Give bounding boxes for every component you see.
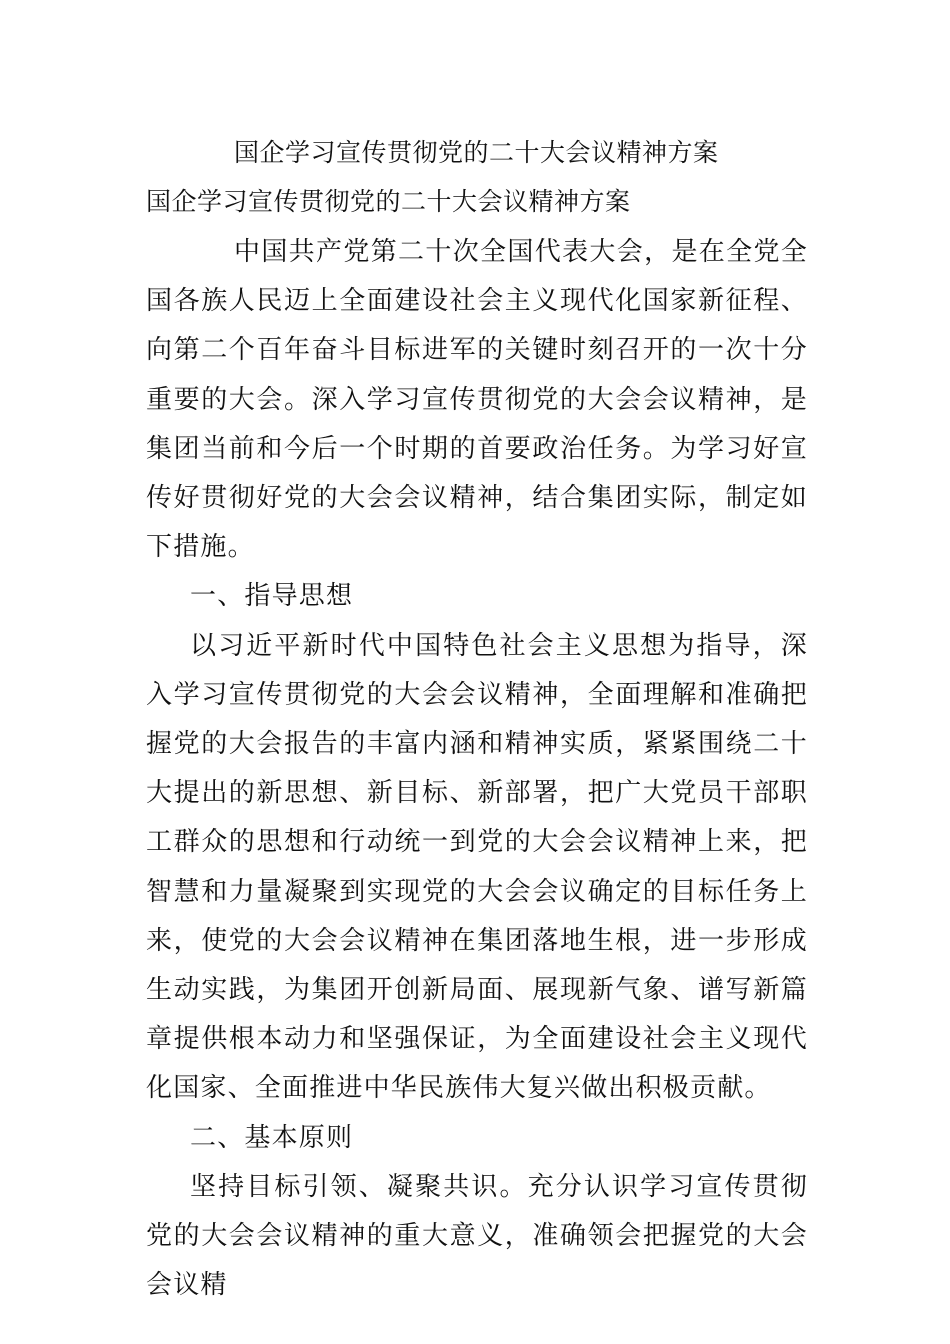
section-paragraph-guiding-ideology: 以习近平新时代中国特色社会主义思想为指导，深入学习宣传贯彻党的大会会议精神，全面理解和准确把握党的大会报告的丰富内涵和精神实质，紧紧围绕二十大提出的新思想、新目标、新部署，把广大党员干部职工群众的思想和行动统一到党的大会会议精神上来，把智慧和力量凝聚到实现党的大会会议确定的目标任务上来，使党的大会会议精神在集团落地生根，进一步形成生动实践，为集团开创新局面、展现新气象、谱写新篇章提供根本动力和坚强保证，为全面建设社会主义现代化国家、全面推进中华民族伟大复兴做出积极贡献。 [146, 630, 808, 1104]
document-body [146, 228, 808, 1310]
document-subtitle: 国企学习宣传贯彻党的二十大会议精神方案 [146, 187, 631, 216]
intro-paragraph: 中国共产党第二十次全国代表大会，是在全党全国各族人民迈上全面建设社会主义现代化国家新征程、向第二个百年奋斗目标进军的关键时刻召开的一次十分重要的大会。深入学习宣传贯彻党的大会会议精神，是集团当前和今后一个时期的首要政治任务。为学习好宣传好贯彻好党的大会会议精神，结合集团实际，制定如下措施。 [146, 237, 808, 563]
section-paragraph-basic-principles: 坚持目标引领、凝聚共识。充分认识学习宣传贯彻党的大会会议精神的重大意义，准确领会把握党的大会会议精 [146, 1171, 808, 1301]
section-heading-guiding-ideology: 一、指导思想 [190, 581, 354, 612]
document-title: 国企学习宣传贯彻党的二十大会议精神方案 [234, 138, 719, 167]
section-heading-basic-principles: 二、基本原则 [190, 1122, 354, 1153]
